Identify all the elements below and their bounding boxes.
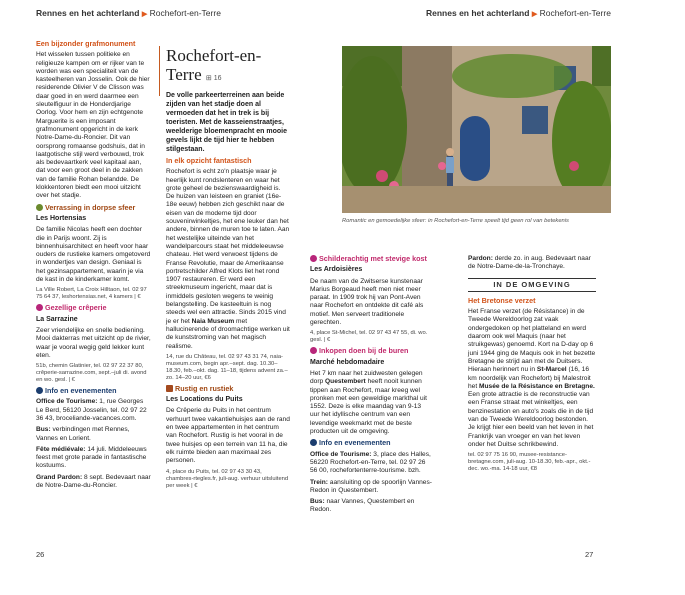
info-icon [36,387,43,394]
venue-name: La Sarrazine [36,315,78,323]
section-heading: Het Bretonse verzet [468,295,536,305]
address-line: 4, place St-Michel, tel. 02 97 43 47 55, di. wo. gesl. | € [310,330,428,344]
section-heading: Gezellige crêperie [36,304,151,312]
address-line: La Ville Robert, La Croix Hilltaon, tel. 02 97 75 64 37, leshortensias.net, 4 kamers | € [36,287,147,301]
venue-name: Marché hebdomadaire [310,358,385,366]
running-header-right: Rennes en het achterland ▶ Rochefort-en-Terre [426,8,611,18]
paragraph: De Crêperie du Puits in het centrum verhuurt twee vakantiehuisjes aan de rand en twee appartementen in het centrum van Rochefort. Rustig is het vooral in de twee huisjes op een terrein van 11 ha, die elk ruimte bieden aan maximaal zes personen. [166,407,290,465]
paragraph: Zeer vriendelijke en snelle bediening. Mooi dakterras met uitzicht op de rivier, waar je vooral wegig geld lekker kunt eten. [36,326,151,359]
third-column [310,255,432,518]
info-line: Office de Tourisme: 3, place des Halles, 56220 Rochefort-en-Terre, tel. 02 97 26 56 00, rochefortenterre-tourisme. bzh. [310,450,431,475]
info-icon [310,439,317,446]
fourth-column [468,255,596,476]
paragraph: Rochefort is echt zo'n plaatsje waar je heerlijk kunt rondslenteren en waar het grote geheel de bezienswaardigheid is. De huizen van leisteen en graniet (16e-18e eeuw) hebben zich geschikt naar de eisen van de moderne tijd door souvenirwinkeltjes, het ene leuker dan het andere, binnen de muren toe te laten. Aan het westelijke uiteinde van het wandelparcours staat het middeleeuwse chateau. Het werd verwoest tijdens de Franse Revolutie, maar de Amerikaanse portretschilder Alfred Klots liet het rond 1907 restaureren. Er werd een streekmuseum ingericht, maar dat is inmiddels gesloten wegens te weinig belangstelling. De kasteeltuin is nog steeds wel een attractie. Sinds 2015 vind je er het Naia Museum met hallucinerende of droomachtige werken uit de kunststroming van het magisch realisme. [166,168,290,350]
left-column [36,40,151,493]
venue-name: Les Locations du Puits [166,396,243,404]
section-heading: Rustig en rustiek [166,385,290,393]
address-line: 4, place du Puits, tel. 02 97 43 30 43, chambres-rtegles.fr, juli-aug. verhuur uitsluitend per week | € [166,468,289,489]
section-heading: Info en evenementen [36,387,151,395]
paragraph: De familie Nicolas heeft een dochter die in Parijs woont. Zij is binnenhuisarchitect en heeft voor haar ouders de rustieke kamers omgetoverd in wondertjes van design. Geniaal is het gezinsappartement, waarin je via de kast in de kinderkamer komt. [36,226,151,284]
section-heading: In elk opzicht fantastisch [166,156,252,165]
venue-name: Les Hortensias [36,214,87,222]
address-line: tel. 02 97 75 16 90, musee-resistance-bretagne.com, juli-aug. 10-18.30, feb.-apr., okt.-dec. wo.-ma. 14-18 uur, €8 [468,452,591,473]
page-number-right: 27 [585,550,594,559]
page-title: Rochefort-en-Terre ⊞ 16 [166,46,262,84]
map-ref: ⊞ 16 [205,75,222,82]
food-icon [310,255,317,262]
shopping-icon [310,347,317,354]
info-line: Bus: verbindingen met Rennes, Vannes en Lorient. [36,426,130,442]
address-line: 51b, chemin Glatinier, tel. 02 97 22 37 80, crêperie-sarrazine.com, sept.–juli di. avond en wo. gesl. | € [36,363,147,384]
info-line: Bus: naar Vannes, Questembert en Redon. [310,498,415,514]
section-banner: IN DE OMGEVING [468,278,596,292]
paragraph: Het wisselen tussen politieke en religieuze kampen om er rijker van te worden was een specialiteit van de kasteelheren van Josselin. Ook de hier residerende Olivier V de Clisson was daar goed in en werd daarmee een sleutelfiguur in de Honderdjarige Oorlog. Voor hem en zijn echtgenote Marguerite is een imposant grafmonument opgericht in de kerk Notre-Dame-du-Roncier. Dit van oorsprong romaanse godshuis, dat in laatgotische stijl werd verbouwd, trok als bedevaartkerk veel kapitaal aan, dat voor een groot deel in de zakken van de familie Rohan belandde. De klokkentoren biedt een mooi uitzicht over het stadje. [36,51,150,200]
section-heading: Een bijzonder grafmonument [36,39,136,48]
paragraph: De naam van de Zwitserse kunstenaar Marius Borgeaud heeft men niet meer paraat. In 1909 trok hij van Pont-Aven naar Rochefort en ontdekte dit café als motief. Men serveert traditionele gerechten. [310,277,424,327]
intro-paragraph: De volle parkeerterreinen aan beide zijden van het stadje doen al vermoeden dat het in trek is bij toeristen. Met de kasseienstraatjes, weelderige bloemenpracht en mooie gevels lijkt de tijd hier te hebben stilgestaan. [166,92,287,153]
house-icon [166,385,173,392]
info-line: Trein: aansluiting op de spoorlijn Vannes-Redon in Questembert. [310,478,432,494]
info-line: Fête médiévale: 14 juli. Middeleeuws feest met grote parade in fantastische kostuums. [36,445,147,470]
food-icon [36,304,43,311]
section-heading: Verrassing in dorpse sfeer [36,204,151,212]
paragraph: Het 7 km naar het zuidwesten gelegen dorp Questembert heeft nooit kunnen tippen aan Rochefort, maar kreeg wel pronken met een geweldige markthal uit 1552. Deze is elke maandag van 9-13 uur het idyllische centrum van een levendige weekmarkt met de beste producten uit de omgeving. [310,369,427,436]
photo-caption: Romantic en gemoedelijke sfeer: in Rochefort-en-Terre speelt tijd geen rol van betekenis [342,218,569,224]
middle-column [166,46,290,493]
column-rule [159,46,160,96]
info-line: Pardon: derde zo. in aug. Bedevaart naar de Notre-Dame-de-la-Tronchaye. [468,255,591,271]
village-photo [342,46,611,213]
address-line: 14, rue du Château, tel. 02 97 43 31 74, naia-museum.com, begin apr.–sept. dag. 10.30–18.30, feb.–okt. dag. 11–18, tijdens advent za.–zo. 14–20 uur, €6 [166,353,288,381]
venue-name: Les Ardoisières [310,266,363,274]
section-heading: Schilderachtig met stevige kost [310,255,432,263]
bed-icon [36,204,43,211]
section-heading: Info en evenementen [310,439,432,447]
section-heading: Inkopen doen bij de buren [310,347,432,355]
page-number-left: 26 [36,550,45,559]
info-line: Office de Tourisme: 1, rue Georges Le Berd, 56120 Josselin, tel. 02 97 22 36 43, broceliande-vacances.com. [36,398,147,422]
running-header-left: Rennes en het achterland ▶ Rochefort-en-Terre [36,8,221,18]
info-line: Grand Pardon: 8 sept. Bedevaart naar de Notre-Dame-du-Roncier. [36,473,151,490]
paragraph: Het Franse verzet (de Résistance) in de Tweede Wereldoorlog zat vaak ondergedoken op het platteland en werd daarom ook wel Maquis (naar het struikgewas) genoemd. Kort na D-day op 6 juni 1944 ging de Maquis ook in het bezette Bretagne de strijd aan met de Duitsers. Hieraan herinnert nu in St-Marcel (16, 16 km noordelijk van Rochefort) bij Malestroit het Musée de la Résistance en Bretagne. Een grote attractie is de reconstructie van een Franse straat met winkeltjes, een benzinestation en auto's zoals die in de tijd van de Tweede Wereldoorlog bestonden. Je krijgt hier een beeld van het leven in het Frankrijk van vroeger en van het leven onder het Duitse schrikbewind. [468,308,596,448]
